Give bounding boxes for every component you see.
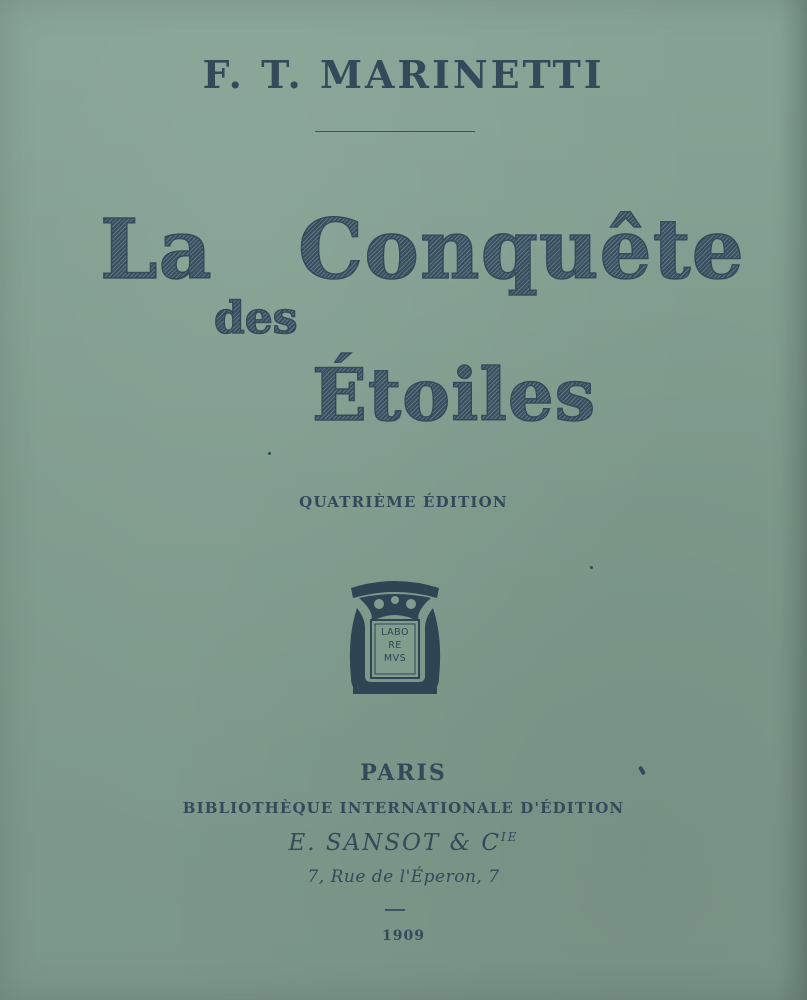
title-word-la: La	[100, 202, 213, 298]
city-label: PARIS	[360, 760, 447, 786]
paper-speck	[590, 566, 593, 569]
publisher-name	[0, 830, 807, 856]
author-name: F. T. MARINETTI	[202, 52, 605, 97]
publisher-suffix: IE	[501, 830, 519, 844]
publisher-text: E. SANSOT & C	[288, 830, 502, 856]
publisher-address: 7, Rue de l'Éperon, 7	[307, 867, 500, 887]
publisher-mark-icon	[345, 578, 445, 696]
divider-top	[315, 131, 475, 132]
edition-label: QUATRIÈME ÉDITION	[299, 493, 508, 511]
paper-speck	[268, 452, 271, 455]
divider-bottom	[385, 909, 405, 911]
title-word-conquete: Conquête	[298, 202, 745, 298]
title-word-etoiles: Étoiles	[312, 352, 597, 437]
publication-year: 1909	[382, 928, 425, 944]
emblem-text-line1: LABO	[381, 627, 409, 638]
title-word-des: des	[214, 293, 298, 344]
library-label: BIBLIOTHÈQUE INTERNATIONALE D'ÉDITION	[182, 799, 625, 817]
emblem-text-line3: MVS	[383, 653, 407, 664]
emblem-text-line2: RE	[388, 640, 402, 651]
